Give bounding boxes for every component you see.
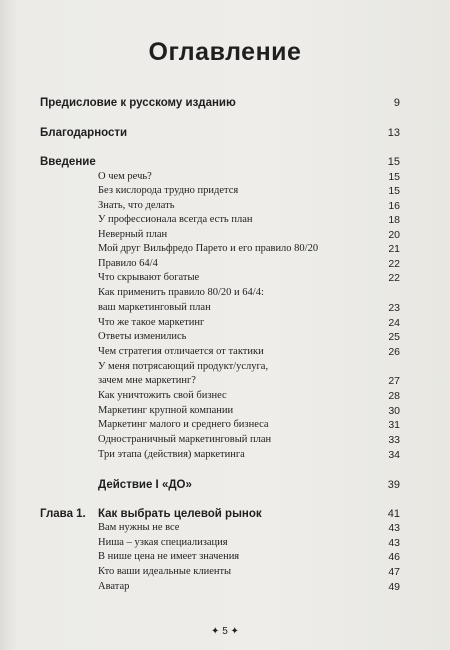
toc-entry-label: Маркетинг малого и среднего бизнеса — [98, 419, 269, 430]
toc-entry-page: 24 — [388, 317, 400, 329]
toc-entry-label: Вам нужны не все — [98, 522, 180, 533]
toc-entry-page: 22 — [388, 272, 400, 284]
toc-entry-label: Правило 64/4 — [98, 258, 158, 269]
toc-entry-label: Одностраничный маркетинговый план — [98, 434, 272, 445]
toc-entry-label: У меня потрясающий продукт/услуга, — [98, 361, 269, 372]
toc-entry-label: Как применить правило 80/20 и 64/4: — [98, 287, 264, 298]
toc-entry-page: 20 — [388, 229, 400, 241]
toc-entry-page: 13 — [387, 127, 400, 139]
toc-entry-page: 16 — [388, 200, 400, 212]
toc-entry-label: Ниша – узкая специализация — [98, 537, 228, 548]
toc-entry-page: 9 — [393, 97, 400, 109]
toc-entry-label: Маркетинг крупной компании — [98, 405, 234, 416]
toc-entry-page: 43 — [388, 537, 400, 549]
toc-entry-label: В нише цена не имеет значения — [98, 551, 240, 562]
toc-entry-label: Действие I «ДО» — [98, 479, 192, 491]
toc-entry-label: Три этапа (действия) маркетинга — [98, 449, 245, 460]
toc-entry-page: 15 — [388, 171, 400, 183]
toc-entry-label: Ответы изменились — [98, 331, 187, 342]
toc-entry-page: 34 — [388, 449, 400, 461]
toc-entry-label: Что скрывают богатые — [98, 272, 200, 283]
toc-entry-page: 26 — [388, 346, 400, 358]
toc-entry-page: 21 — [388, 243, 400, 255]
toc-entry-label: зачем мне маркетинг? — [98, 375, 196, 386]
toc-entry-label: Благодарности — [40, 127, 128, 139]
toc-entry-label: Аватар — [98, 581, 130, 592]
toc-entry-label: Что же такое маркетинг — [98, 317, 205, 328]
toc-entry-page: 30 — [388, 405, 400, 417]
toc-entry-page: 49 — [388, 581, 400, 593]
toc-entry-page: 25 — [388, 331, 400, 343]
toc-entry-page: 28 — [388, 390, 400, 402]
toc-entry-label: Чем стратегия отличается от тактики — [98, 346, 264, 357]
toc-entry-label: Неверный план — [98, 229, 168, 240]
toc-entry-page: 27 — [388, 375, 400, 387]
toc-entry-page: 22 — [388, 258, 400, 270]
toc-entry-page: 15 — [387, 156, 400, 168]
toc-entry-page: 47 — [388, 566, 400, 578]
toc-entry-label: Введение — [40, 156, 96, 168]
page-title: Оглавление — [148, 38, 302, 66]
chapter-number: Глава 1. — [40, 508, 86, 520]
toc-entry-label: Как уничтожить свой бизнес — [98, 390, 227, 401]
toc-entry-label: Знать, что делать — [98, 200, 175, 211]
toc-entry-page: 41 — [387, 508, 400, 520]
page-number-footer: ✦ 5 ✦ — [211, 626, 239, 637]
toc-entry-label: Как выбрать целевой рынок — [98, 508, 262, 520]
toc-entry-page: 31 — [388, 419, 400, 431]
toc-entry-label: Мой друг Вильфредо Парето и его правило 80/20 — [98, 243, 319, 254]
toc-entry-page: 39 — [387, 479, 400, 491]
toc-entry-page: 43 — [388, 522, 400, 534]
toc-entry-page: 33 — [388, 434, 400, 446]
toc-entry-page: 18 — [388, 214, 400, 226]
toc-entry-label: У профессионала всегда есть план — [98, 214, 253, 225]
toc-entry-label: О чем речь? — [98, 171, 152, 182]
toc-entry-label: Без кислорода трудно придется — [98, 185, 239, 196]
toc-entry-label: Предисловие к русскому изданию — [40, 97, 236, 109]
toc-entry-label: ваш маркетинговый план — [98, 302, 211, 313]
toc-entry-label: Кто ваши идеальные клиенты — [98, 566, 232, 577]
toc-entry-page: 15 — [388, 185, 400, 197]
toc-entry-page: 23 — [388, 302, 400, 314]
toc-entry-page: 46 — [388, 551, 400, 563]
